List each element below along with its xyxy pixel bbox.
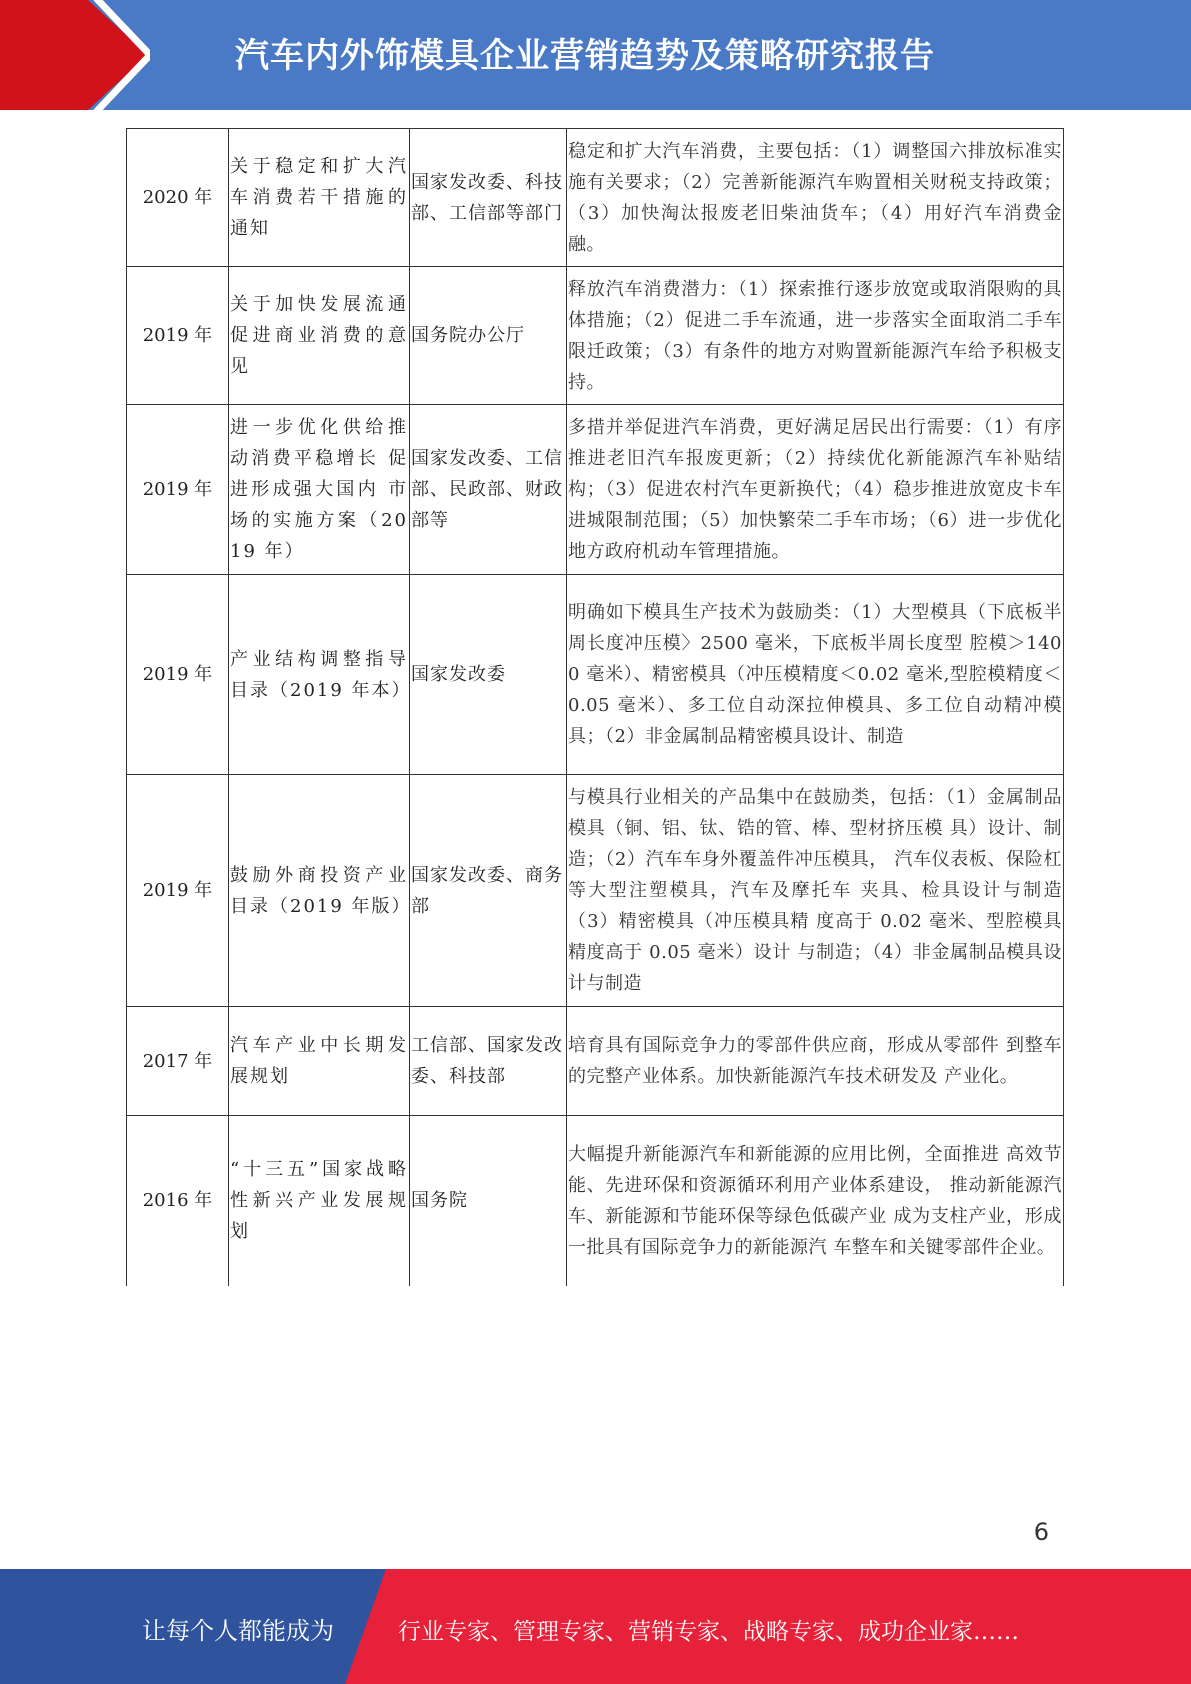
policy-name-cell: 鼓励外商投资产业目录（2019 年版）: [229, 775, 410, 1007]
table-row: [127, 267, 1064, 405]
department-cell: 国家发改委、商务部: [410, 775, 567, 1007]
content-cell: 稳定和扩大汽车消费，主要包括：（1）调整国六排放标准实施有关要求；（2）完善新能源汽车购置相关财税支持政策；（3）加快淘汰报废老旧柴油货车；（4）用好汽车消费金融。: [567, 129, 1064, 267]
year-cell: 2019 年: [127, 575, 229, 775]
department-cell: 国家发改委、工信部、民政部、财政部等: [410, 405, 567, 575]
footer-slogan-right: 行业专家、管理专家、营销专家、战略专家、成功企业家……: [398, 1619, 1019, 1645]
department-cell: 国务院: [410, 1116, 567, 1286]
policy-name-cell: 进一步优化供给推动消费平稳增长 促进形成强大国内 市场的实施方案（2019 年）: [229, 405, 410, 575]
department-cell: 国家发改委: [410, 575, 567, 775]
content-cell: 释放汽车消费潜力：（1）探索推行逐步放宽或取消限购的具体措施；（2）促进二手车流通，进一步落实全面取消二手车限迁政策；（3）有条件的地方对购置新能源汽车给予积极支持。: [567, 267, 1064, 405]
content-cell: 与模具行业相关的产品集中在鼓励类，包括：（1）金属制品模具（铜、铝、钛、锆的管、棒、型材挤压模 具）设计、制造；（2）汽车车身外覆盖件冲压模具， 汽车仪表板、保险杠等大型注塑模具，汽车及摩托车 夹具、检具设计与制造 （3）精密模具（冲压模具精 度高于 0.02 毫米、型腔模具精度高于 0.05 毫米）设计 与制造；（4）非金属制品模具设计与制造: [567, 775, 1064, 1007]
policy-name-cell: 关于稳定和扩大汽车消费若干措施的通知: [229, 129, 410, 267]
table-row: [127, 1116, 1064, 1286]
policy-name-cell: 关于加快发展流通促进商业消费的意见: [229, 267, 410, 405]
year-cell: 2020 年: [127, 129, 229, 267]
year-cell: 2019 年: [127, 775, 229, 1007]
year-cell: 2019 年: [127, 267, 229, 405]
page-number: 6: [1033, 1518, 1049, 1546]
table-row: [127, 1007, 1064, 1116]
table-row: [127, 405, 1064, 575]
report-header: [0, 0, 1191, 110]
policy-name-cell: “十三五”国家战略性新兴产业发展规划: [229, 1116, 410, 1286]
policy-table: [126, 128, 1064, 1286]
year-cell: 2016 年: [127, 1116, 229, 1286]
content-cell: 大幅提升新能源汽车和新能源的应用比例，全面推进 高效节能、先进环保和资源循环利用产业体系建设， 推动新能源汽车、新能源和节能环保等绿色低碳产业 成为支柱产业，形成一批具有国际竞争力的新能源汽 车整车和关键零部件企业。: [567, 1116, 1064, 1286]
content-cell: 多措并举促进汽车消费，更好满足居民出行需要：（1）有序推进老旧汽车报废更新；（2）持续优化新能源汽车补贴结构；（3）促进农村汽车更新换代；（4）稳步推进放宽皮卡车进城限制范围；（5）加快繁荣二手车市场；（6）进一步优化地方政府机动车管理措施。: [567, 405, 1064, 575]
policy-name-cell: 产业结构调整指导目录（2019 年本）: [229, 575, 410, 775]
policy-name-cell: 汽车产业中长期发展规划: [229, 1007, 410, 1116]
year-cell: 2019 年: [127, 405, 229, 575]
table-row: [127, 129, 1064, 267]
year-cell: 2017 年: [127, 1007, 229, 1116]
footer-slogan-left: 让每个人都能成为: [142, 1617, 334, 1645]
content-cell: 培育具有国际竞争力的零部件供应商，形成从零部件 到整车的完整产业体系。加快新能源汽车技术研发及 产业化。: [567, 1007, 1064, 1116]
table-row: [127, 575, 1064, 775]
report-title: 汽车内外饰模具企业营销趋势及策略研究报告: [235, 36, 935, 76]
red-chevron-banner: [0, 0, 150, 110]
department-cell: 国务院办公厅: [410, 267, 567, 405]
department-cell: 工信部、国家发改委、科技部: [410, 1007, 567, 1116]
content-cell: 明确如下模具生产技术为鼓励类：（1）大型模具（下底板半周长度冲压模〉2500 毫米，下底板半周长度型 腔模＞1400 毫米）、精密模具（冲压模精度＜0.02 毫米,型腔模精度＜0.05 毫米）、多工位自动深拉伸模具、多工位自动精冲模具；（2）非金属制品精密模具设计、制造: [567, 575, 1064, 775]
department-cell: 国家发改委、科技部、工信部等部门: [410, 129, 567, 267]
table-row: [127, 775, 1064, 1007]
